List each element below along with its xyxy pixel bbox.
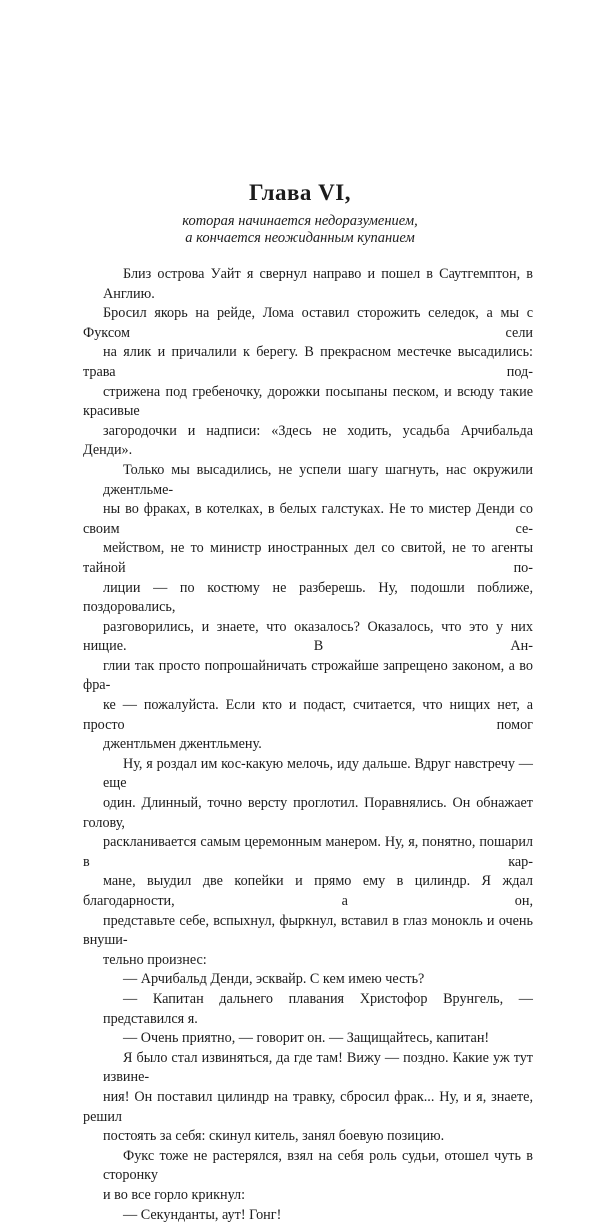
paragraph (83, 461, 533, 755)
paragraph (83, 1049, 533, 1147)
text-line: ны во фраках, в котелках, в белых галстуках. Не то мистер Денди со своим се- (83, 500, 533, 539)
paragraph (83, 990, 533, 1029)
chapter-subtitle (0, 213, 600, 247)
text-line: Только мы высадились, не успели шагу шагнуть, нас окружили джентльме- (83, 461, 533, 500)
text-line: представьте себе, вспыхнул, фыркнул, вставил в глаз монокль и очень внуши- (83, 912, 533, 951)
chapter-title: Глава VI, (0, 180, 600, 206)
text-line: — Очень приятно, — говорит он. — Защищайтесь, капитан! (83, 1029, 533, 1049)
text-line: Фукс тоже не растерялся, взял на себя роль судьи, отошел чуть в сторонку (83, 1147, 533, 1186)
text-line: ния! Он поставил цилиндр на травку, сбросил фрак... Ну, и я, знаете, решил (83, 1088, 533, 1127)
text-line: на ялик и причалили к берегу. В прекрасном местечке высадились: трава под- (83, 343, 533, 382)
text-line: Бросил якорь на рейде, Лома оставил сторожить селедок, а мы с Фуксом сели (83, 304, 533, 343)
text-line: разговорились, и знаете, что оказалось? Оказалось, что это у них нищие. В Ан- (83, 618, 533, 657)
text-line: и во все горло крикнул: (83, 1186, 533, 1206)
text-line: тельно произнес: (83, 951, 533, 971)
text-line: раскланивается самым церемонным манером. Ну, я, понятно, пошарил в кар- (83, 833, 533, 872)
text-line: лиции — по костюму не разберешь. Ну, подошли поближе, поздоровались, (83, 579, 533, 618)
paragraph (83, 1206, 533, 1225)
paragraph (83, 970, 533, 990)
text-line: постоять за себя: скинул китель, занял боевую позицию. (83, 1127, 533, 1147)
text-line: загородочки и надписи: «Здесь не ходить, усадьба Арчибальда Денди». (83, 422, 533, 461)
chapter-body (83, 265, 533, 1225)
text-line: Близ острова Уайт я свернул направо и пошел в Саутгемптон, в Англию. (83, 265, 533, 304)
text-line: — Арчибальд Денди, эсквайр. С кем имею честь? (83, 970, 533, 990)
subtitle-line: а кончается неожиданным купанием (0, 230, 600, 247)
text-line: ке — пожалуйста. Если кто и подаст, считается, что нищих нет, а просто помог (83, 696, 533, 735)
text-line: Я было стал извиняться, да где там! Вижу — поздно. Какие уж тут извине- (83, 1049, 533, 1088)
text-line: мане, выудил две копейки и прямо ему в цилиндр. Я ждал благодарности, а он, (83, 872, 533, 911)
text-line: — Капитан дальнего плавания Христофор Врунгель, — представился я. (83, 990, 533, 1029)
paragraph (83, 265, 533, 461)
paragraph (83, 1147, 533, 1206)
text-line: Ну, я роздал им кос-какую мелочь, иду дальше. Вдруг навстречу — еще (83, 755, 533, 794)
text-line: — Секунданты, аут! Гонг! (83, 1206, 533, 1225)
text-line: мейством, не то министр иностранных дел со свитой, не то агенты тайной по- (83, 539, 533, 578)
text-line: джентльмен джентльмену. (83, 735, 533, 755)
text-line: стрижена под гребеночку, дорожки посыпаны песком, и всюду такие красивые (83, 383, 533, 422)
text-line: один. Длинный, точно версту проглотил. Поравнялись. Он обнажает голову, (83, 794, 533, 833)
subtitle-line: которая начинается недоразумением, (0, 213, 600, 230)
text-line: глии так просто попрошайничать строжайше запрещено законом, а во фра- (83, 657, 533, 696)
paragraph (83, 1029, 533, 1049)
paragraph (83, 755, 533, 971)
